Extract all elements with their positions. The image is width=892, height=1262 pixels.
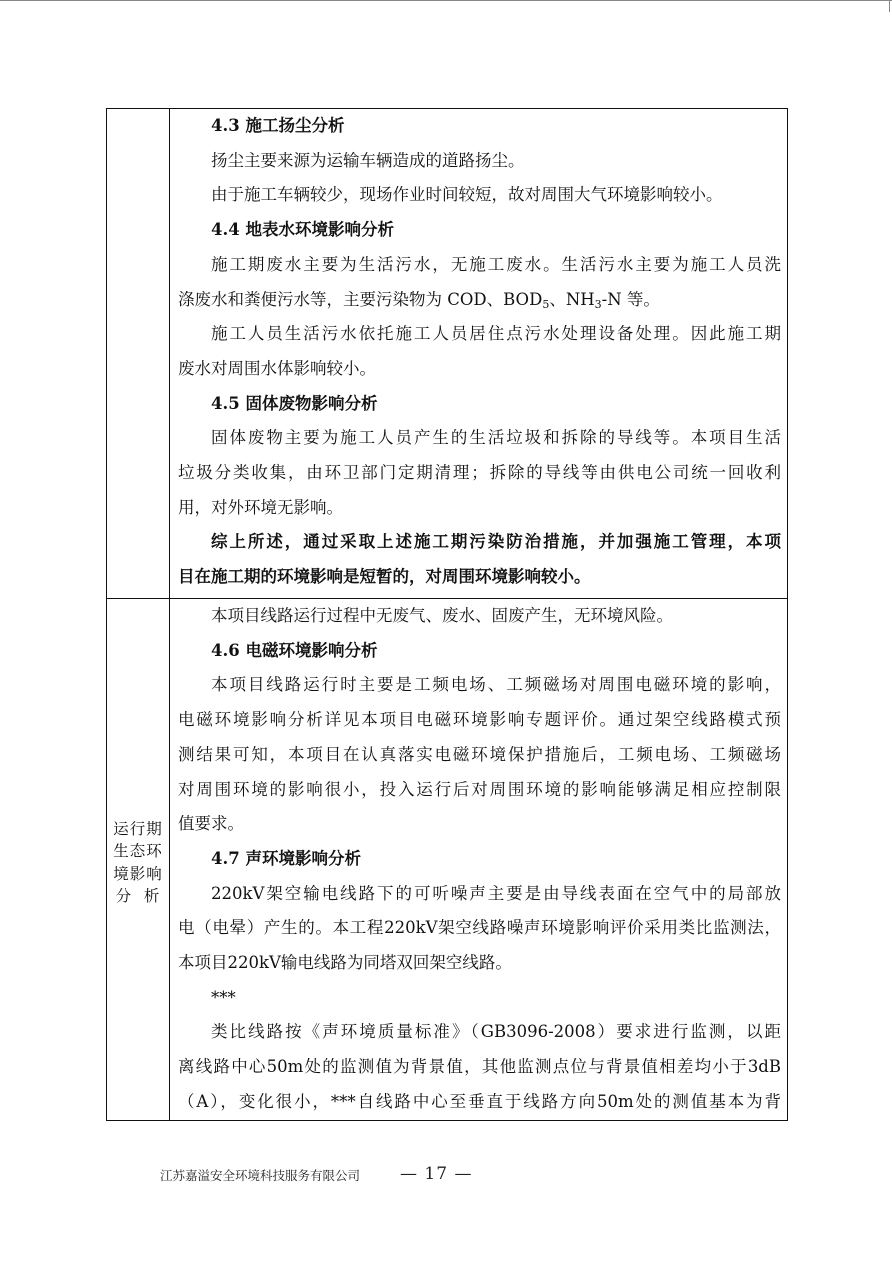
bod-subscript: 5 xyxy=(542,297,550,311)
construction-content-cell xyxy=(170,109,788,599)
paragraph-water-2b: 废水对周围水体影响较小。 xyxy=(178,358,376,378)
operation-intro: 本项目线路运行过程中无废气、废水、固废产生，无环境风险。 xyxy=(211,606,673,625)
operation-label xyxy=(107,812,169,908)
page-top-rule xyxy=(0,0,892,1)
paragraph-dust-2: 由于施工车辆较少，现场作业时间较短，故对周围大气环境影响较小。 xyxy=(211,185,723,205)
paragraph-solid-c: 用，对外环境无影响。 xyxy=(178,497,343,517)
page-footer xyxy=(0,1164,892,1188)
footer-page-number: — 17 — xyxy=(400,1164,473,1184)
construction-row xyxy=(107,109,788,599)
summary-b: 目在施工期的环境影响是短暂的，对周围环境影响较小。 xyxy=(178,567,591,587)
section-heading-4-4: 4.4 地表水环境影响分析 xyxy=(211,220,394,240)
paragraph-em-d: 对周围环境的影响很小，投入运行后对周围环境的影响能够满足相应控制限 xyxy=(178,779,781,799)
section-heading-4-5: 4.5 固体废物影响分析 xyxy=(211,393,378,413)
paragraph-noise-a: 220kV架空输电线路下的可听噪声主要是由导线表面在空气中的局部放 xyxy=(211,883,781,903)
paragraph-em-a: 本项目线路运行时主要是工频电场、工频磁场对周围电磁环境的影响， xyxy=(211,675,781,695)
paragraph-noise-f: （A），变化很小，***自线路中心至垂直于线路方向50m处的测值基本为背 xyxy=(178,1091,781,1111)
water-pollutants-end: -N 等。 xyxy=(601,289,660,309)
section-heading-4-7: 4.7 声环境影响分析 xyxy=(211,848,361,868)
paragraph-em-b: 电磁环境影响分析详见本项目电磁环境影响专题评价。通过架空线路模式预 xyxy=(178,710,781,730)
paragraph-noise-e: 离线路中心50m处的监测值为背景值，其他监测点位与背景值相差均小于3dB xyxy=(178,1057,781,1077)
paragraph-water-1b xyxy=(178,283,781,318)
operation-label-line-1: 运行期 xyxy=(113,819,163,838)
paragraph-water-1a: 施工期废水主要为生活污水，无施工废水。生活污水主要为施工人员洗 xyxy=(211,254,781,274)
nh-text: 、NH xyxy=(549,289,595,309)
section-heading-4-6: 4.6 电磁环境影响分析 xyxy=(211,640,378,660)
paragraph-em-e: 值要求。 xyxy=(178,814,244,834)
operation-row xyxy=(107,599,788,1121)
operation-label-line-2: 生态环 xyxy=(113,842,163,860)
operation-content-cell xyxy=(170,599,788,1121)
operation-label-line-4: 分 析 xyxy=(115,887,161,905)
paragraph-solid-a: 固体废物主要为施工人员产生的生活垃圾和拆除的导线等。本项目生活 xyxy=(211,428,781,448)
paragraph-solid-b: 垃圾分类收集，由环卫部门定期清理；拆除的导线等由供电公司统一回收利 xyxy=(178,463,781,483)
nh-subscript: 3 xyxy=(594,297,602,311)
operation-label-line-3: 境影响 xyxy=(113,864,163,883)
operation-label-cell xyxy=(107,599,170,1121)
paragraph-water-2a: 施工人员生活污水依托施工人员居住点污水处理设备处理。因此施工期 xyxy=(211,324,781,344)
footer-company-name: 江苏嘉溢安全环境科技服务有限公司 xyxy=(160,1168,361,1183)
paragraph-noise-d: 类比线路按《声环境质量标准》（GB3096-2008）要求进行监测，以距 xyxy=(211,1022,781,1042)
construction-label-cell xyxy=(107,109,170,599)
paragraph-dust-1: 扬尘主要来源为运输车辆造成的道路扬尘。 xyxy=(211,150,525,170)
assessment-table xyxy=(106,108,788,1121)
redacted-stars: *** xyxy=(211,987,236,1007)
section-heading-4-3: 4.3 施工扬尘分析 xyxy=(211,116,345,135)
paragraph-noise-c: 本项目220kV输电线路为同塔双回架空线路。 xyxy=(178,953,512,973)
summary-a: 综上所述，通过采取上述施工期污染防治措施，并加强施工管理，本项 xyxy=(211,532,781,552)
paragraph-em-c: 测结果可知，本项目在认真落实电磁环境保护措施后，工频电场、工频磁场 xyxy=(178,744,781,764)
water-pollutants-text: 涤废水和粪便污水等，主要污染物为 COD、BOD xyxy=(178,289,543,309)
paragraph-noise-b: 电（电晕）产生的。本工程220kV架空线路噪声环境影响评价采用类比监测法， xyxy=(178,918,781,938)
page-corner-mark xyxy=(889,0,890,12)
